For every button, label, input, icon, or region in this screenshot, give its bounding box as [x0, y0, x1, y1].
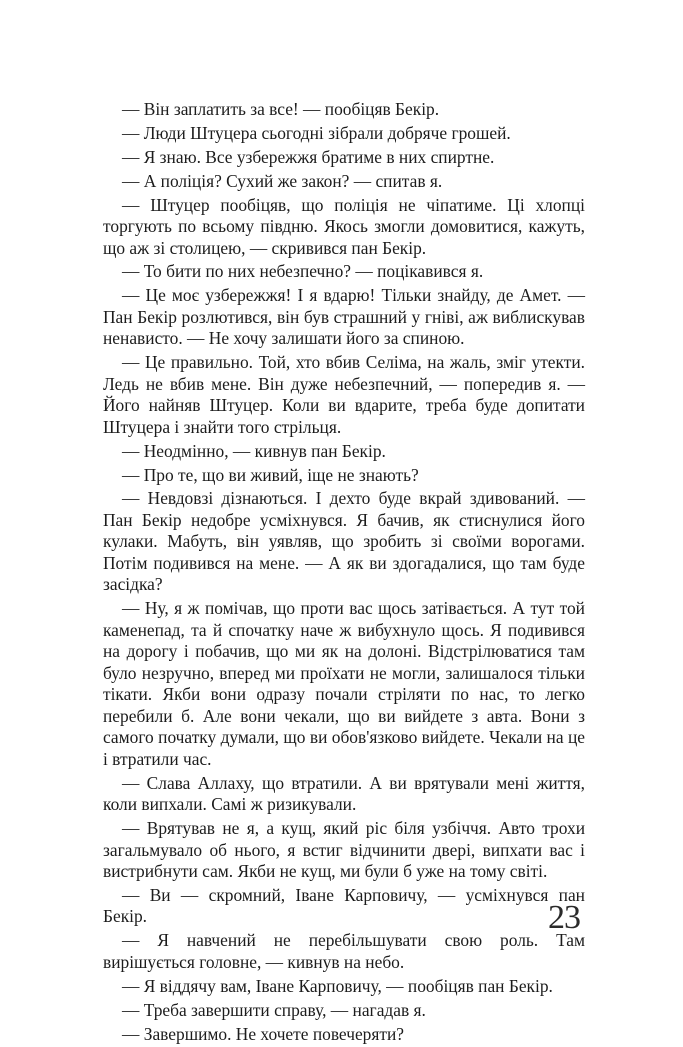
paragraph: — Треба завершити справу, — нагадав я.	[122, 999, 426, 1020]
paragraph: — Ви — скромний, Іване Карповичу, — усміхнувся пан Бекір.	[103, 884, 585, 927]
paragraph: — Слава Аллаху, що втратили. А ви врятували мені життя, коли випхали. Самі ж ризикували.	[103, 772, 585, 815]
paragraph: — Невдовзі дізнаються. І дехто буде вкрай здивований. — Пан Бекір недобре усміхнувся. Я бачив, як стиснулися його кулаки. Мабуть, він уявляв, що зробить зі своїми ворогами. Потім подивився на мене. — А як ви здогадалися, що там буде засідка?	[103, 488, 585, 595]
paragraph: — Завершимо. Не хочете повечеряти?	[122, 1023, 405, 1044]
paragraph: — А поліція? Сухий же закон? — спитав я.	[122, 170, 443, 191]
paragraph: — Це моє узбережжя! І я вдарю! Тільки знайду, де Амет. — Пан Бекір розлютився, він був страшний у гніві, аж виблискував ненависто. — Не хочу залишати його за спиною.	[103, 285, 585, 349]
paragraph: — Врятував не я, а кущ, який ріс біля узбіччя. Авто трохи загальмувало об нього, я встиг відчинити двері, випхати вас і вистрибнути сам. Якби не кущ, ми були б уже на тому світі.	[103, 818, 585, 882]
paragraph: — Ну, я ж помічав, що проти вас щось затівається. А тут той каменепад, та й спочатку наче ж вибухнуло щось. Я подивився на дорогу і побачив, що ми як на долоні. Відстрілюватися там було незручно, вперед ми проїхати не могли, залишалося тільки тікати. Якби вони одразу почали стріляти по нас, то легко перебили б. Але вони чекали, що ви вийдете з авта. Вони з самого початку думали, що ви обов'язково вийдете. Чекали на це і втратили час.	[103, 598, 585, 769]
paragraph: — То бити по них небезпечно? — поцікавився я.	[122, 261, 484, 282]
paragraph: — Він заплатить за все! — пообіцяв Бекір.	[122, 99, 440, 119]
paragraph: — Люди Штуцера сьогодні зібрали добряче грошей.	[122, 122, 511, 143]
paragraph: — Це правильно. Той, хто вбив Селіма, на жаль, зміг утекти. Ледь не вбив мене. Він дуже небезпечний, — попередив я. — Його найняв Штуцер. Коли ви вдарите, треба буде допитати Штуцера і знайти того стрільця.	[103, 352, 585, 437]
paragraph: — Неодмінно, — кивнув пан Бекір.	[122, 440, 386, 461]
paragraph: — Штуцер пообіцяв, що поліція не чіпатиме. Ці хлопці торгують по всьому півдню. Якось змогли домовитися, кажуть, що аж зі столицею, — скривився пан Бекір.	[103, 194, 585, 258]
page-body-text	[103, 99, 585, 1047]
paragraph: — Я віддячу вам, Іване Карповичу, — пообіцяв пан Бекір.	[122, 975, 553, 996]
page-number: 23	[548, 899, 580, 936]
paragraph: — Я знаю. Все узбережжя братиме в них спиртне.	[122, 146, 495, 167]
paragraph: — Я навчений не перебільшувати свою роль. Там вирішується головне, — кивнув на небо.	[103, 930, 585, 972]
paragraph: — Про те, що ви живий, іще не знають?	[122, 464, 419, 485]
